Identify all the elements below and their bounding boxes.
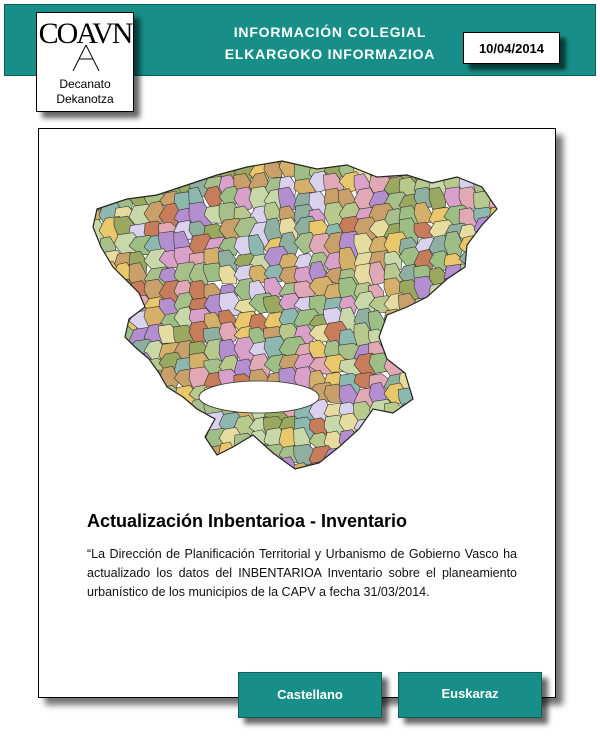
municipality-shape [369, 429, 391, 450]
municipality-shape [114, 416, 139, 441]
municipality-shape [99, 462, 121, 477]
municipality-shape [339, 459, 361, 477]
municipality-shape [87, 147, 103, 165]
municipality-shape [399, 311, 424, 331]
municipality-shape [414, 397, 433, 418]
municipality-shape [429, 456, 449, 477]
municipality-shape [474, 442, 495, 467]
municipality-shape [144, 382, 167, 410]
municipality-shape [114, 368, 141, 392]
municipality-shape [369, 413, 397, 439]
municipality-shape [129, 385, 155, 407]
municipality-shape [459, 337, 482, 362]
municipality-shape [489, 457, 507, 477]
municipality-shape [87, 429, 100, 456]
municipality-shape [129, 443, 151, 470]
municipality-shape [489, 147, 507, 162]
municipality-shape [129, 147, 146, 169]
municipality-shape [384, 462, 406, 477]
municipality-shape [474, 414, 490, 439]
municipality-shape [99, 296, 126, 322]
municipality-shape [489, 308, 507, 328]
municipality-shape [144, 159, 163, 186]
municipality-shape [174, 463, 199, 477]
municipality-shape [489, 206, 507, 227]
coavn-logo [36, 12, 134, 112]
municipality-shape [489, 264, 507, 288]
municipality-shape [489, 383, 507, 408]
municipality-shape [99, 147, 126, 168]
municipality-shape [459, 444, 485, 464]
municipality-shape [384, 147, 408, 167]
municipality-shape [459, 415, 486, 440]
municipality-shape [474, 399, 498, 422]
municipality-shape [87, 293, 105, 313]
municipality-shape [399, 402, 426, 420]
municipality-shape [129, 370, 153, 395]
municipality-shape [87, 398, 103, 418]
municipality-shape [114, 445, 132, 465]
municipality-shape [324, 447, 352, 466]
municipality-shape [414, 323, 437, 349]
municipality-shape [114, 172, 133, 201]
municipality-shape [87, 373, 108, 395]
municipality-shape [384, 429, 409, 452]
municipality-shape [489, 248, 507, 270]
municipality-shape [459, 428, 480, 448]
municipality-shape [87, 329, 104, 349]
municipality-shape [428, 385, 444, 403]
logo-caption-line2: Dekanotza [56, 92, 114, 106]
municipality-shape [99, 441, 122, 471]
municipality-shape [203, 457, 223, 477]
municipality-shape [353, 147, 374, 166]
municipality-shape [444, 359, 463, 379]
municipality-shape [384, 413, 412, 439]
municipality-shape [87, 414, 109, 434]
municipality-shape [87, 311, 104, 337]
municipality-shape [87, 384, 107, 408]
municipality-shape [189, 460, 213, 477]
municipality-shape [399, 443, 421, 469]
municipality-shape [114, 457, 134, 477]
municipality-shape [444, 277, 461, 305]
municipality-shape [354, 463, 371, 477]
municipality-shape [444, 418, 468, 442]
municipality-shape [474, 383, 505, 412]
municipality-shape [459, 276, 476, 306]
municipality-shape [489, 401, 507, 428]
municipality-shape [174, 447, 196, 465]
municipality-shape [444, 430, 463, 452]
municipality-shape [354, 418, 382, 436]
municipality-shape [489, 174, 507, 199]
municipality-shape [129, 160, 152, 183]
municipality-shape [87, 462, 104, 477]
municipality-shape [489, 325, 507, 349]
municipality-shape [414, 340, 435, 365]
header-title-line2: ELKARGOKO INFORMAZIOA [224, 46, 436, 62]
municipality-shape [339, 448, 362, 467]
municipality-shape [99, 367, 125, 394]
municipality-shape [429, 162, 455, 180]
municipality-shape [429, 337, 449, 363]
municipalities-map [87, 147, 507, 477]
municipality-shape [159, 417, 181, 442]
municipality-shape [459, 262, 486, 287]
logo-text: COAVN [38, 17, 132, 50]
logo-compass-icon [37, 43, 135, 73]
municipality-shape [414, 309, 438, 330]
municipality-shape [428, 147, 451, 171]
municipality-shape [474, 358, 492, 379]
municipality-shape [87, 444, 106, 463]
municipality-shape [144, 401, 168, 422]
municipality-shape [414, 372, 441, 391]
municipality-shape [444, 293, 466, 321]
municipality-shape [459, 327, 485, 351]
municipality-shape [324, 460, 351, 477]
municipality-shape [444, 464, 464, 477]
municipality-shape [399, 147, 421, 170]
municipality-shape [87, 343, 108, 365]
municipality-shape [474, 279, 499, 303]
municipality-shape [444, 383, 470, 408]
municipality-shape [444, 402, 473, 420]
municipality-shape [99, 342, 116, 360]
municipality-shape [429, 307, 458, 336]
municipality-shape [144, 445, 169, 471]
municipality-shape [414, 464, 433, 477]
municipality-shape [144, 174, 168, 195]
municipality-shape [99, 359, 123, 378]
municipality-shape [459, 457, 484, 477]
municipality-shape [489, 447, 507, 464]
municipality-shape [443, 448, 460, 472]
municipality-shape [474, 339, 496, 366]
municipality-shape [444, 327, 473, 348]
municipality-shape [114, 402, 136, 424]
municipality-shape [87, 176, 104, 197]
municipality-shape [443, 367, 462, 396]
municipality-shape [354, 434, 380, 453]
municipality-shape [459, 367, 483, 395]
municipality-shape [99, 282, 121, 309]
header-title-line1: INFORMACIÓN COLEGIAL [233, 24, 427, 40]
municipality-shape [87, 162, 105, 188]
article-panel [38, 128, 556, 698]
logo-caption-line1: Decanato [59, 77, 111, 91]
euskaraz-button[interactable]: Euskaraz [398, 672, 542, 718]
municipality-shape [474, 322, 496, 342]
municipality-shape [413, 431, 433, 453]
municipality-shape [99, 431, 115, 451]
municipality-shape [399, 458, 425, 477]
municipality-shape [234, 446, 258, 471]
municipality-shape [458, 397, 480, 424]
municipality-shape [429, 403, 449, 425]
municipality-shape [474, 147, 496, 163]
municipality-shape [99, 383, 128, 403]
municipality-shape [144, 147, 169, 172]
municipality-shape [99, 401, 126, 419]
municipality-shape [174, 401, 192, 419]
municipality-shape [159, 463, 184, 477]
municipality-shape [399, 418, 424, 441]
municipality-shape [219, 147, 242, 168]
article-body: “La Dirección de Planificación Territorial y Urbanismo de Gobierno Vasco ha actualizado los datos del INBENTARIOA Inventario sobre el planeamiento urbanístico de los municipios de la CAPV a fecha 31/03/2014. [87, 547, 517, 599]
municipality-shape [189, 449, 204, 470]
municipality-shape [129, 175, 159, 197]
municipality-shape [159, 397, 185, 421]
municipality-shape [459, 389, 484, 410]
municipality-shape [444, 147, 465, 167]
municipality-shape [113, 357, 133, 375]
municipality-shape [413, 381, 436, 411]
municipality-shape [489, 283, 507, 309]
municipality-shape [459, 147, 479, 170]
municipality-shape [129, 402, 155, 428]
municipality-shape [474, 266, 492, 286]
municipality-shape [474, 431, 503, 454]
municipality-shape [474, 460, 489, 477]
date-badge: 10/04/2014 [463, 32, 560, 64]
municipality-shape [189, 147, 208, 164]
municipality-shape [129, 464, 155, 477]
municipality-shape [399, 339, 417, 357]
municipality-shape [489, 342, 507, 365]
municipality-shape [87, 277, 100, 301]
municipality-shape [99, 412, 119, 432]
municipality-shape [114, 147, 137, 165]
municipality-shape [384, 344, 411, 361]
municipality-shape [489, 292, 507, 314]
municipality-shape [114, 385, 140, 404]
municipality-shape [414, 358, 439, 382]
municipality-shape [204, 147, 222, 171]
municipality-shape [429, 427, 449, 456]
municipality-shape [159, 163, 184, 185]
municipality-shape [339, 147, 364, 166]
municipality-shape [354, 448, 384, 473]
municipality-shape [369, 445, 387, 467]
municipality-shape [114, 343, 135, 362]
municipality-shape [249, 457, 270, 477]
municipality-shape [489, 353, 507, 373]
municipality-shape [87, 357, 110, 374]
municipality-shape [324, 147, 346, 166]
municipality-shape [489, 426, 507, 454]
municipality-shape [309, 340, 327, 357]
municipality-shape [489, 239, 507, 257]
municipality-shape [414, 418, 443, 436]
municipality-shape [309, 462, 327, 477]
municipality-shape [399, 433, 420, 453]
article-title: Actualización Inbentarioa - Inventario [87, 511, 408, 531]
municipality-shape [474, 162, 497, 185]
municipality-shape [234, 147, 255, 165]
municipality-shape [428, 327, 446, 344]
municipality-shape [414, 446, 436, 470]
municipality-shape [234, 462, 261, 477]
municipality-shape [489, 164, 507, 184]
municipality-shape [174, 430, 196, 452]
municipality-shape [384, 324, 403, 342]
municipality-shape [429, 356, 454, 378]
municipality-shape [474, 310, 492, 329]
municipality-shape [489, 418, 507, 440]
municipality-shape [174, 159, 200, 184]
header-title [185, 21, 475, 65]
municipality-shape [144, 458, 170, 477]
municipality-shape [87, 266, 104, 286]
castellano-button[interactable]: Castellano [238, 672, 382, 718]
logo-caption [37, 77, 133, 107]
municipality-shape [474, 233, 495, 255]
municipality-shape [489, 369, 507, 395]
municipality-shape [129, 412, 155, 440]
municipality-shape [159, 149, 178, 170]
municipality-shape [474, 297, 503, 317]
municipality-shape [414, 148, 432, 165]
municipality-shape [99, 158, 122, 178]
municipality-shape [99, 175, 124, 198]
municipality-shape [339, 430, 360, 453]
municipality-shape [398, 388, 419, 410]
municipality-shape [384, 402, 403, 419]
municipality-shape [459, 313, 481, 332]
municipality-shape [144, 432, 164, 457]
municipality-shape [114, 157, 131, 180]
municipality-shape [384, 447, 412, 472]
municipality-shape [369, 147, 400, 168]
municipality-shape [129, 428, 152, 451]
municipality-shape [429, 369, 447, 389]
municipality-shape [429, 442, 459, 464]
municipality-shape [174, 147, 195, 172]
municipality-shape [174, 414, 197, 438]
municipality-shape [369, 457, 395, 477]
municipality-shape [459, 354, 480, 380]
municipality-shape [219, 463, 247, 477]
map-enclave [199, 381, 319, 413]
municipality-shape [429, 419, 455, 445]
municipality-shape [99, 313, 117, 339]
municipality-shape [473, 246, 498, 272]
municipality-shape [444, 309, 461, 328]
municipality-shape [114, 426, 138, 448]
municipality-shape [474, 367, 499, 397]
municipality-shape [159, 430, 185, 452]
municipality-shape [144, 414, 168, 435]
municipality-shape [429, 296, 456, 314]
municipality-shape [459, 294, 487, 313]
municipality-shape [444, 344, 473, 367]
municipality-shape [87, 248, 102, 268]
municipality-shape [159, 449, 181, 467]
municipality-shape [399, 323, 421, 342]
municipality-shape [489, 218, 507, 240]
municipality-shape [99, 325, 125, 347]
